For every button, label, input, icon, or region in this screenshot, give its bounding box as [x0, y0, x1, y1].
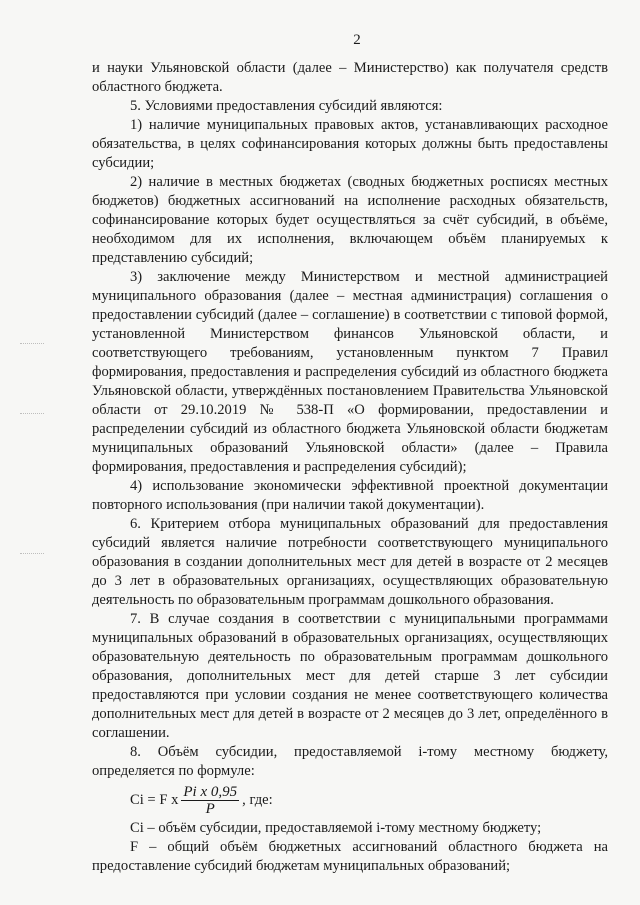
- margin-mark: [20, 413, 44, 414]
- paragraph: 5. Условиями предоставления субсидий являются:: [130, 98, 443, 114]
- formula-fraction: [181, 784, 239, 817]
- paragraph: и науки Ульяновской области (далее – Министерство) как получателя средств областного бюджета.: [92, 60, 608, 95]
- subsidy-formula: [92, 783, 608, 817]
- paragraph: 3) заключение между Министерством и местной администрацией муниципального образования (далее – местная администрация) соглашения о предоставлении субсидий (далее – соглашение) в соответствии с типовой формой, установленной Министерством финансов Ульяновской области, и соответствующего требованиям, установленным пунктом 7 Правил формирования, предоставления и распределения субсидий из областного бюджета Ульяновской области, утверждённых постановлением Правительства Ульяновской области от 29.10.2019 № 538-П «О формировании, предоставлении и распределении субсидий из областного бюджета Ульяновской области бюджетам муниципальных образований Ульяновской области» (далее – Правила формирования, предоставления и распределения субсидий);: [92, 269, 608, 475]
- paragraph: 6. Критерием отбора муниципальных образований для предоставления субсидий является наличие потребности соответствующего муниципального образования в создании дополнительных мест для детей в возрасте от 2 месяцев до 3 лет в образовательных организациях, осуществляющих образовательную деятельность по образовательным программам дошкольного образования.: [92, 516, 608, 608]
- formula-numerator: Pi x 0,95: [183, 783, 238, 800]
- paragraph: Ci – объём субсидии, предоставляемой i-тому местному бюджету;: [130, 820, 542, 836]
- paragraph: 4) использование экономически эффективной проектной документации повторного использования (при наличии такой документации).: [92, 478, 608, 513]
- paragraph: 8. Объём субсидии, предоставляемой i-тому местному бюджету, определяется по формуле:: [92, 744, 608, 779]
- paragraph: 2) наличие в местных бюджетах (сводных бюджетных росписях местных бюджетов) бюджетных ассигнований на исполнение расходных обязательств, софинансирование которых будет осуществляться за счёт субсидий, в объёме, необходимом для их исполнения, включающем объём планируемых к представлению субсидий;: [92, 174, 608, 266]
- margin-mark: [20, 553, 44, 554]
- paragraph: 1) наличие муниципальных правовых актов, устанавливающих расходное обязательства, в целях софинансирования которых должны быть предоставлены субсидии;: [92, 117, 608, 171]
- formula-lhs: Ci = F x: [130, 791, 179, 808]
- formula-definitions: [92, 819, 608, 876]
- document-body: [92, 59, 608, 781]
- formula-denominator: P: [205, 800, 215, 817]
- page-number: 2: [353, 32, 361, 48]
- paragraph: 7. В случае создания в соответствии с муниципальными программами муниципальных образований в образовательных организациях, осуществляющих образовательную деятельность по образовательным программам дошкольного образования, дополнительных мест для детей старше 3 лет субсидии предоставляются при условии создания не менее соответствующего количества дополнительных мест для детей в возрасте от 2 месяцев до 3 лет, определённого в соглашении.: [92, 611, 608, 741]
- margin-mark: [20, 343, 44, 344]
- paragraph: F – общий объём бюджетных ассигнований областного бюджета на предоставление субсидий бюджетам муниципальных образований;: [92, 839, 608, 874]
- formula-suffix: , где:: [242, 791, 273, 808]
